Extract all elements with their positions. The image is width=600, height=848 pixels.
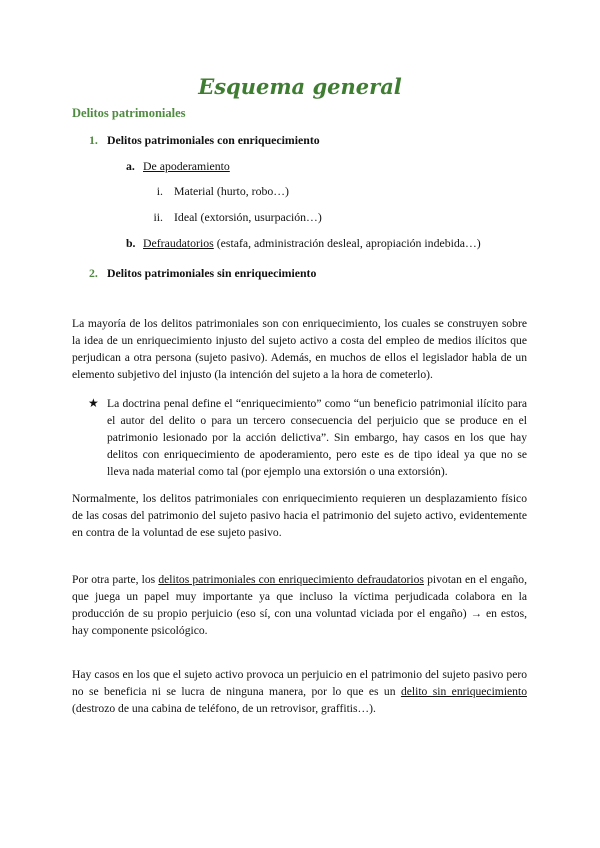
outline-number: 2. — [89, 266, 98, 280]
paragraph-3-underlined: delitos patrimoniales con enriquecimiento defraudatorios — [158, 573, 424, 586]
outline-letter: a. — [126, 159, 135, 173]
paragraph-3 — [72, 571, 527, 639]
paragraph-1: La mayoría de los delitos patrimoniales son con enriquecimiento, los cuales se construyen sobre la idea de un enriquecimiento injusto del sujeto activo a costa del empleo de medios ilícitos que perjudican a otra persona (sujeto pasivo). Además, en muchos de ellos el legislador habla de un elemento subjetivo del injusto (la intención del sujeto a la hora de cometerlo). — [72, 317, 527, 381]
bullet-item — [88, 395, 527, 480]
outline-item-1 — [89, 133, 320, 148]
outline-roman: i. — [156, 184, 163, 198]
outline-number: 1. — [89, 133, 98, 147]
outline-roman: ii. — [153, 210, 163, 224]
paragraph-3-start: Por otra parte, los — [72, 573, 159, 586]
paragraph-4-start: Hay casos en los que el sujeto activo provoca un perjuicio en el patrimonio del sujeto pasivo pero no se beneficia ni se lucra de ninguna manera, por lo que es un — [72, 668, 527, 698]
paragraph-4-underlined: delito sin enriquecimiento — [400, 685, 527, 698]
bullet-text: La doctrina penal define el “enriquecimiento” como “un beneficio patrimonial ilícito para el autor del delito o para un tercero consecuencia del perjuicio que se produce en el patrimonio lesionado por la acción delictiva”. Sin embargo, hay casos en los que hay delitos con enriquecimiento de apoderamiento, pero este es de tipo ideal ya que no se lleva nada material como tal (por ejemplo una extorsión o una extorsión). — [107, 397, 527, 478]
paragraph-2: Normalmente, los delitos patrimoniales con enriquecimiento requieren un desplazamiento físico de las cosas del patrimonio del sujeto pasivo hacia el patrimonio del sujeto activo, evidentemente en contra de la voluntad de ese sujeto pasivo. — [72, 492, 527, 539]
outline-item-2 — [89, 266, 316, 281]
section-heading: Delitos patrimoniales — [72, 106, 186, 120]
outline-label: Delitos patrimoniales sin enriquecimiento — [107, 266, 317, 280]
outline-letter: b. — [126, 236, 136, 250]
outline-item-1b — [126, 236, 481, 251]
outline-item-1a — [126, 159, 230, 174]
outline-label: Ideal (extorsión, usurpación…) — [174, 210, 322, 224]
paragraph-4-end: (destrozo de una cabina de teléfono, de un retrovisor, graffitis…). — [72, 702, 376, 715]
outline-label-rest: (estafa, administración desleal, apropiación indebida…) — [213, 236, 481, 250]
outline-item-1a-i — [133, 184, 289, 199]
outline-label: Defraudatorios — [143, 236, 214, 250]
page-title: Esquema general — [198, 74, 402, 99]
outline-label: Material (hurto, robo…) — [174, 184, 289, 198]
star-icon: ★ — [88, 396, 99, 410]
outline-label: Delitos patrimoniales con enriquecimiento — [107, 133, 320, 147]
paragraph-3-end: pivotan en el engaño, que juega un papel muy importante ya que incluso la víctima perjudicada colabora en la producción de su propio perjuicio (eso sí, con una voluntad viciada por el engaño) → en estos, hay componente psicológico. — [72, 573, 527, 637]
outline-label: De apoderamiento — [143, 159, 230, 173]
paragraph-4 — [72, 666, 527, 717]
outline-item-1a-ii — [133, 210, 322, 225]
